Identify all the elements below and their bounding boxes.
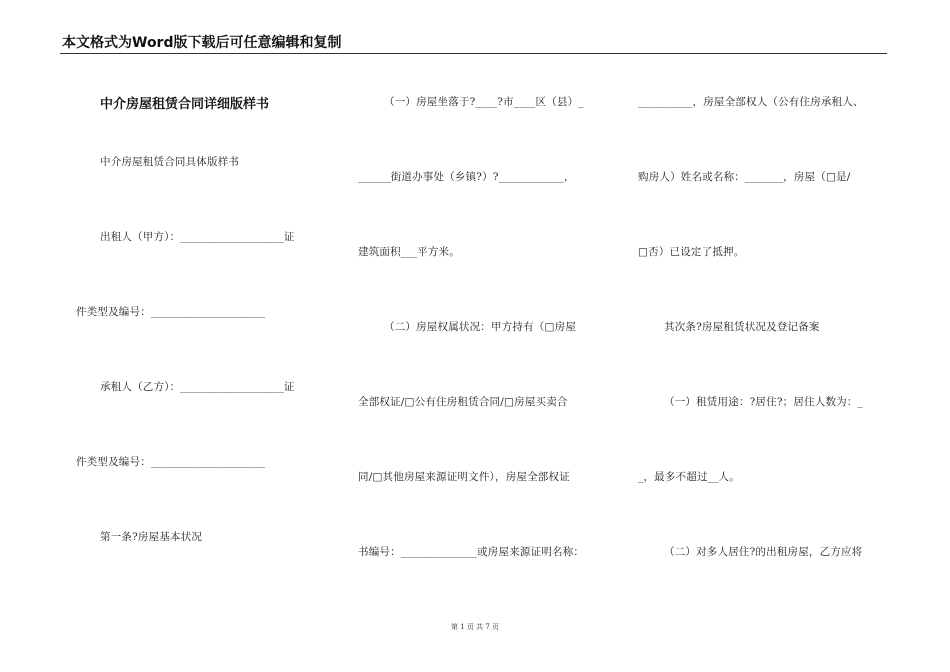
- right-line-4: 其次条?房屋租赁状况及登记备案: [664, 321, 820, 333]
- right-line-3: □否）已设定了抵押。: [638, 246, 745, 258]
- left-line-5: 件类型及编号：_____________________: [76, 456, 266, 468]
- page-number: 第 1 页 共 7 页: [450, 623, 500, 631]
- middle-line-5: 全部权证/□公有住房租赁合同/□房屋买卖合: [358, 396, 568, 408]
- middle-line-6: 同/□其他房屋来源证明文件），房屋全部权证: [358, 471, 570, 483]
- middle-line-4: （二）房屋权属状况：甲方持有（□房屋: [384, 321, 577, 333]
- left-line-1: 中介房屋租赁合同具体版样书: [100, 156, 240, 168]
- left-line-6: 第一条?房屋基本状况: [100, 531, 203, 543]
- middle-line-7: 书编号：______________或房屋来源证明名称：: [358, 546, 585, 558]
- document-title: 中介房屋租赁合同详细版样书: [100, 97, 270, 112]
- left-line-4: 承租人（乙方）：___________________证: [100, 381, 295, 393]
- right-line-7: （二）对多人居住?的出租房屋，乙方应将: [664, 546, 863, 558]
- left-line-2: 出租人（甲方）：___________________证: [100, 231, 295, 243]
- middle-line-2: ______街道办事处（乡镇?）?____________，: [358, 171, 575, 183]
- right-line-1: __________，房屋全部权人（公有住房承租人、: [638, 96, 864, 108]
- right-line-6: _，最多不超过__人。: [638, 471, 740, 483]
- right-line-5: （一）租赁用途：?居住?；居住人数为：_: [664, 396, 864, 408]
- left-line-3: 件类型及编号：_____________________: [76, 306, 266, 318]
- middle-line-1: （一）房屋坐落于?____?市____区（县）_: [384, 96, 584, 108]
- header-divider: [60, 53, 887, 54]
- middle-line-3: 建筑面积___平方米。: [358, 246, 460, 258]
- document-header: 本文格式为Word版下载后可任意编辑和复制: [62, 35, 342, 51]
- right-line-2: 购房人）姓名或名称：_______，房屋（□是/: [638, 171, 851, 183]
